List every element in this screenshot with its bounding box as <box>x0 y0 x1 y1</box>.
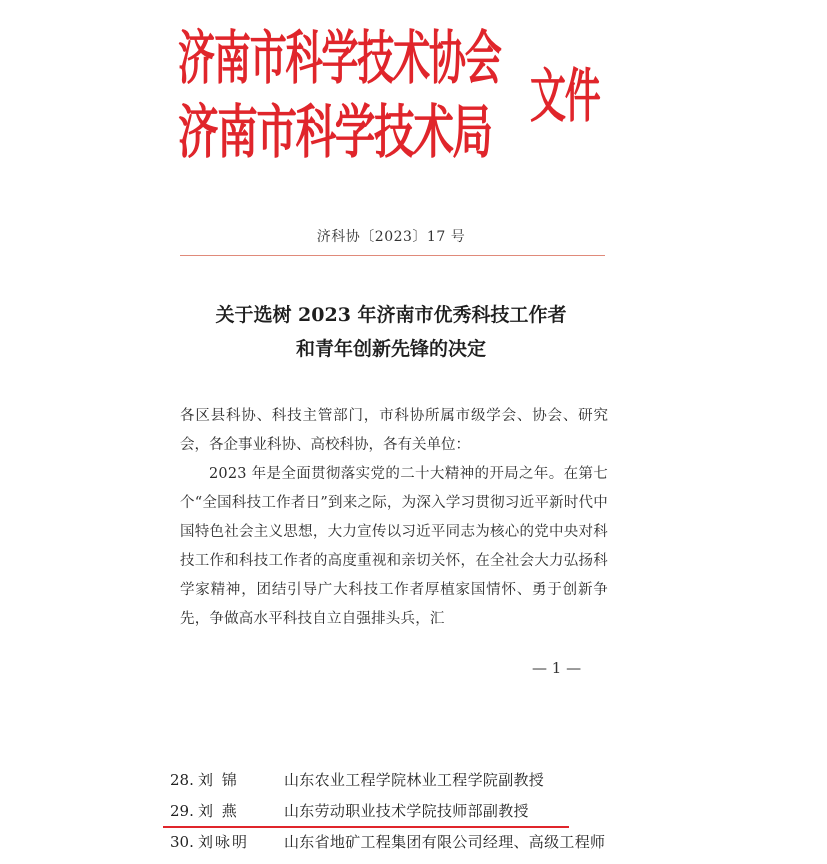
page-number: — 1 — <box>532 659 582 677</box>
document-number: 济科协〔2023〕17 号 <box>316 229 466 245</box>
list-item <box>170 826 650 857</box>
list-item-name: 刘 燕 <box>198 802 239 820</box>
appendix-list <box>170 764 650 857</box>
body-paragraph-1: 2023 年是全面贯彻落实党的二十大精神的开局之年。在第七个“全国科技工作者日”到来之际，为深入学习贯彻习近平新时代中国特色社会主义思想，大力宣传以习近平同志为核心的党中央对科技工作和科技工作者的高度重视和亲切关怀，在全社会大力弘扬科学家精神，团结引导广大科技工作者厚植家国情怀、勇于创新争先，争做高水平科技自立自强排头兵，汇 <box>180 466 608 627</box>
list-item-unit: 山东劳动职业技术学院技师部副教授 <box>284 802 529 820</box>
document-title <box>0 300 782 364</box>
issuing-org-1: 济南市科学技术协会 <box>178 24 501 92</box>
list-item-number: 30. <box>170 832 194 851</box>
title-line-2: 和青年创新先锋的决定 <box>295 338 486 360</box>
list-item-name: 刘 锦 <box>198 771 239 789</box>
list-item <box>170 764 650 795</box>
red-letterhead <box>178 22 618 172</box>
list-item-unit: 山东农业工程学院林业工程学院副教授 <box>284 771 545 789</box>
title-line-1: 关于选树 2023 年济南市优秀科技工作者 <box>215 304 567 326</box>
issuing-org-2: 济南市科学技术局 <box>178 98 492 166</box>
list-item-number: 28. <box>170 770 194 789</box>
list-item-unit: 山东省地矿工程集团有限公司经理、高级工程师 <box>284 833 606 851</box>
recipients-paragraph: 各区县科协、科技主管部门，市科协所属市级学会、协会、研究会，各企事业科协、高校科协，各有关单位： <box>180 408 608 453</box>
highlight-underline <box>163 826 569 828</box>
document-body <box>180 402 608 634</box>
document-type-label: 文件 <box>530 62 600 130</box>
list-item <box>170 795 650 826</box>
list-item-name: 刘咏明 <box>198 833 250 851</box>
header-divider <box>180 255 605 256</box>
list-item-number: 29. <box>170 801 194 820</box>
